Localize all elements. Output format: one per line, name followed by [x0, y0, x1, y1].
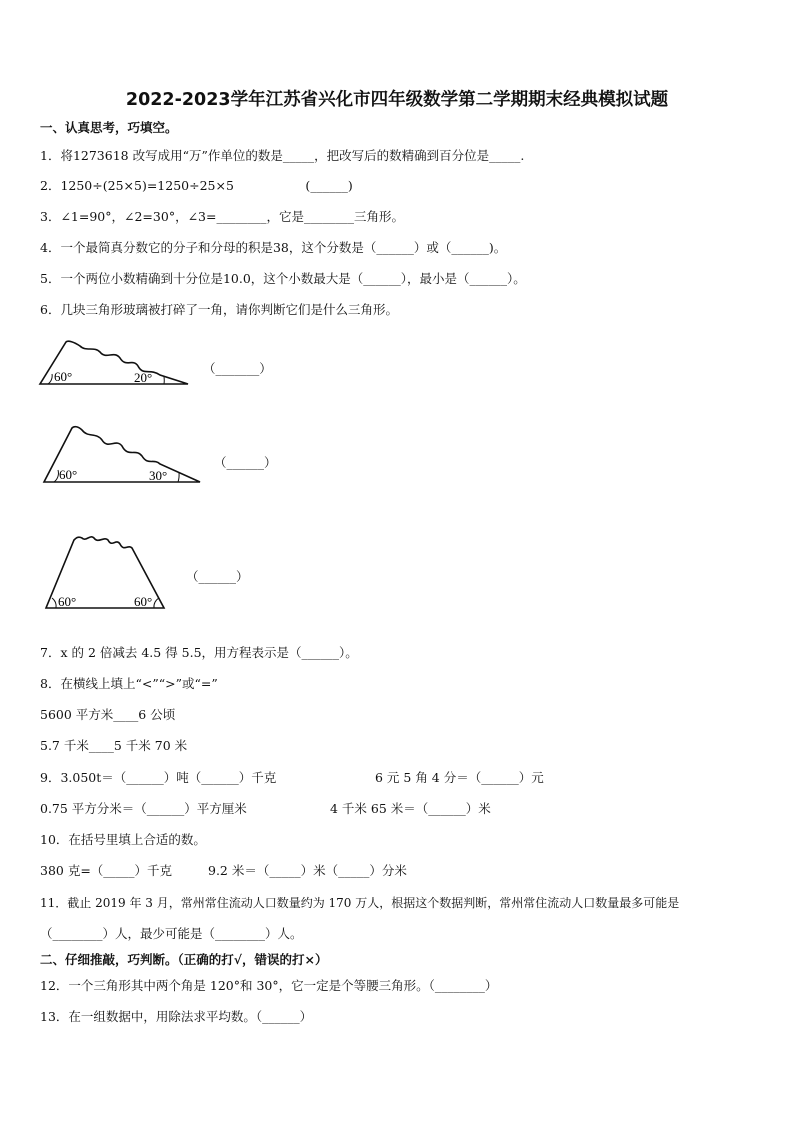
broken-triangle-figure-2: [42, 422, 204, 488]
question-11-line1: 11．截止 2019 年 3 月，常州常住流动人口数量约为 170 万人，根据这个数据判断，常州常住流动人口数量最多可能是: [40, 896, 680, 910]
fig3-angle-right: 60°: [134, 594, 153, 609]
page-title: 2022-2023学年江苏省兴化市四年级数学第二学期期末经典模拟试题: [125, 90, 669, 110]
question-7: 7．x 的 2 倍减去 4.5 得 5.5，用方程表示是（______）。: [40, 645, 358, 660]
question-11-line2: （________）人，最少可能是（________）人。: [40, 926, 303, 941]
broken-triangle-figure-3: [42, 534, 170, 612]
fig2-angle-right: 30°: [149, 468, 168, 483]
question-9d: 4 千米 65 米＝（______）米: [330, 801, 491, 816]
question-9c: 0.75 平方分米＝（______）平方厘米: [40, 801, 247, 816]
question-3: 3．∠1=90°，∠2=30°，∠3=________，它是________三角形。: [40, 209, 404, 224]
question-5: 5．一个两位小数精确到十分位是10.0，这个小数最大是（______），最小是（______）。: [40, 271, 526, 286]
question-1: 1．将1273618 改写成用“万”作单位的数是_____，把改写后的数精确到百分位是_____.: [40, 148, 525, 163]
question-13: 13．在一组数据中，用除法求平均数。（______）: [40, 1009, 313, 1024]
section-1-heading: 一、认真思考，巧填空。: [40, 120, 178, 135]
question-4: 4．一个最简真分数它的分子和分母的积是38，这个分数是（______）或（______)。: [40, 240, 507, 255]
fig2-angle-left: 60°: [59, 467, 78, 482]
question-8: 8．在横线上填上“<”“>”或“=”: [40, 676, 218, 691]
question-8a: 5600 平方米____6 公顷: [40, 707, 176, 722]
section-2-heading: 二、仔细推敲，巧判断。（正确的打√，错误的打×）: [40, 952, 328, 967]
fig2-answer-blank: （______）: [214, 455, 277, 470]
question-9a: 9．3.050t＝（______）吨（______）千克: [40, 770, 277, 785]
question-10: 10．在括号里填上合适的数。: [40, 832, 206, 847]
question-12: 12．一个三角形其中两个角是 120°和 30°，它一定是个等腰三角形。（________）: [40, 978, 498, 993]
fig1-angle-left: 60°: [54, 369, 73, 384]
question-9b: 6 元 5 角 4 分＝（______）元: [375, 770, 544, 785]
fig3-angle-left: 60°: [58, 594, 77, 609]
question-6: 6．几块三角形玻璃被打碎了一角，请你判断它们是什么三角形。: [40, 302, 398, 317]
question-10a: 380 克=（_____）千克: [40, 863, 173, 878]
fig3-answer-blank: （______）: [186, 569, 249, 584]
fig1-answer-blank: （_______）: [203, 361, 272, 376]
question-8b: 5.7 千米____5 千米 70 米: [40, 738, 188, 753]
fig1-angle-right: 20°: [134, 370, 153, 385]
question-10b: 9.2 米＝（_____）米（_____）分米: [208, 863, 407, 878]
question-2: 2．1250÷(25×5)=1250÷25×5 (______): [40, 178, 353, 193]
broken-triangle-figure-1: [38, 338, 198, 390]
